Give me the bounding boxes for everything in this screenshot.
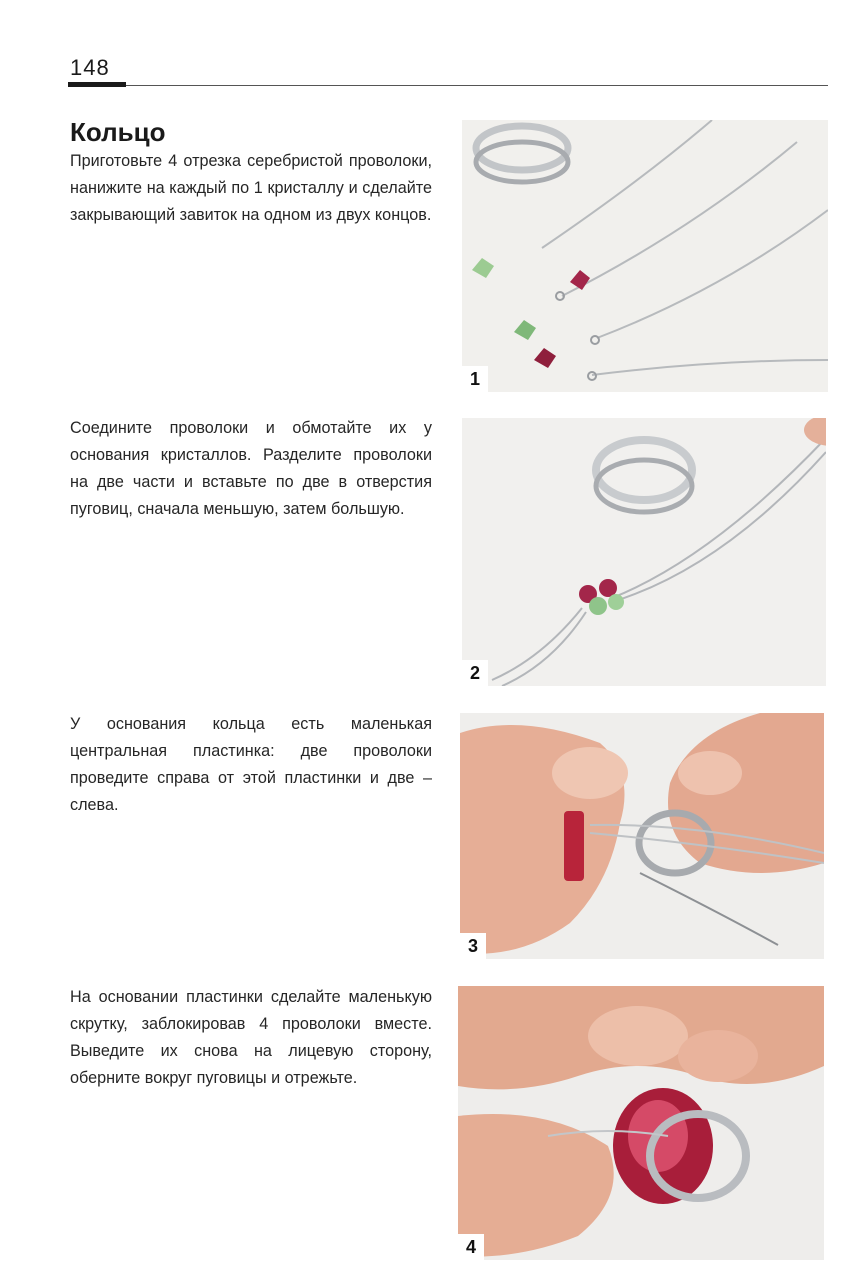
hands-threading-ring-photo: [460, 713, 824, 959]
step-3-text: У основания кольца есть маленькая центральная пластинка: две проволоки проведите справа от этой пластинки и две – слева.: [70, 715, 432, 814]
step-3-photo: [460, 713, 824, 959]
ring-wires-crystals-photo: [462, 120, 828, 392]
page-number: 148: [70, 55, 110, 80]
page-number-bar: [68, 82, 126, 87]
step-badge: 1: [462, 366, 488, 392]
header-rule: [126, 85, 828, 86]
section-title: Кольцо: [70, 117, 166, 147]
step-2-text: Соедините проволоки и обмотайте их у основания кристаллов. Разделите проволоки на две части и вставьте по две в отверстия пуговиц, сначала меньшую, затем большую.: [70, 419, 432, 518]
step-1-photo: [462, 120, 828, 392]
step-2-photo: [462, 418, 826, 686]
step-1-text: Приготовьте 4 отрезка серебристой проволоки, нанижите на каждый по 1 кристаллу и сделайте закрывающий завиток на одном из двух концов.: [70, 152, 432, 224]
step-badge: 4: [458, 1234, 484, 1260]
wires-crystal-cluster-photo: [462, 418, 826, 686]
step-badge: 2: [462, 660, 488, 686]
step-4-photo: [458, 986, 824, 1260]
step-4-text: На основании пластинки сделайте маленькую скрутку, заблокировав 4 проволоки вместе. Выведите их снова на лицевую сторону, оберните вокруг пуговицы и отрежьте.: [70, 988, 432, 1087]
step-badge: 3: [460, 933, 486, 959]
hands-finishing-ring-photo: [458, 986, 824, 1260]
